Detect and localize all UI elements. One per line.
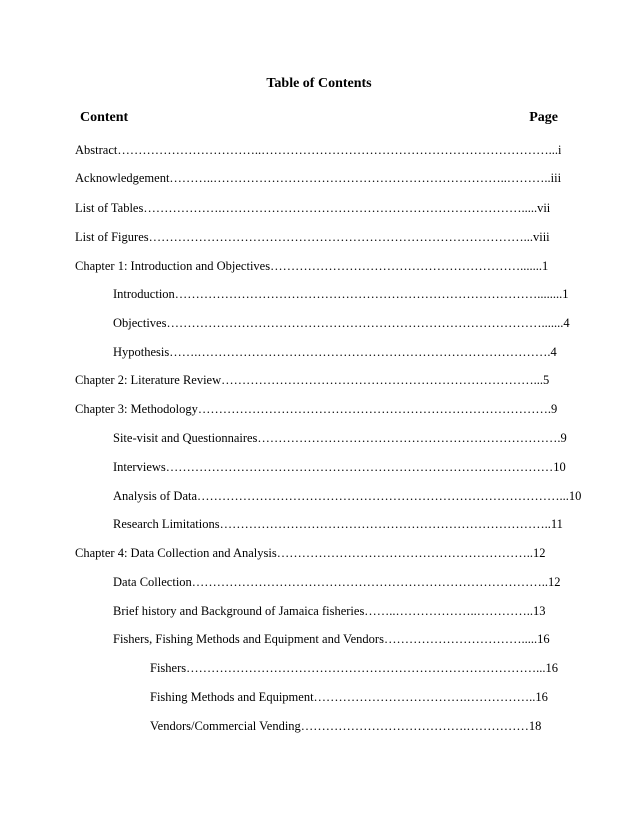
toc-entry-brief-history: Brief history and Background of Jamaica fisheries……..………………..…………..13 [113,604,546,618]
toc-entry-hypothesis: Hypothesis…….………………………………………………………………………….4 [113,345,557,359]
toc-entry-fishers: Fishers…………………………………………………………………………...16 [150,661,558,675]
toc-entry-interviews: Interviews…………………………………………………………………………………10 [113,460,566,474]
toc-entry-introduction: Introduction……………………………………………………………………………........1 [113,287,569,301]
toc-entry-chapter-2: Chapter 2: Literature Review…………………………………………………………………...5 [75,373,550,387]
toc-entry-vendors: Vendors/Commercial Vending………………………………….……………18 [150,719,542,733]
toc-entry-research-limitations: Research Limitations……………………………………………………………………..11 [113,517,563,531]
toc-entry-objectives: Objectives……………………………………………………………………………….......4 [113,316,570,330]
toc-entry-chapter-1: Chapter 1: Introduction and Objectives…………………………………………………….......1 [75,259,549,273]
toc-entry-chapter-4: Chapter 4: Data Collection and Analysis……………………………………………………..12 [75,546,546,560]
toc-entry-site-visit: Site-visit and Questionnaires……………………………………………………………….9 [113,431,567,445]
toc-entry-list-of-figures: List of Figures………………………………………………………………………………...viii [75,230,550,244]
toc-entry-chapter-3: Chapter 3: Methodology………………………………………………………………………….9 [75,402,558,416]
toc-entry-fishers-methods-vendors: Fishers, Fishing Methods and Equipment and Vendors…………………………….....16 [113,632,550,646]
page-column-header: Page [529,110,558,125]
toc-entry-fishing-methods: Fishing Methods and Equipment……………………………….……………..16 [150,690,548,704]
toc-title: Table of Contents [266,76,372,91]
toc-entry-analysis-of-data: Analysis of Data……………………………………………………………………………...10 [113,489,582,503]
toc-entry-data-collection: Data Collection…………………………………………………………………………..12 [113,575,561,589]
toc-entry-list-of-tables: List of Tables……………….……………………………………………………………….....vii [75,201,551,215]
content-column-header: Content [80,110,129,125]
toc-entry-abstract: Abstract……………………………..……………………………………………………………...i [75,143,562,157]
toc-entry-acknowledgement: Acknowledgement………..……………………………………………………………..………..iii [75,171,562,185]
